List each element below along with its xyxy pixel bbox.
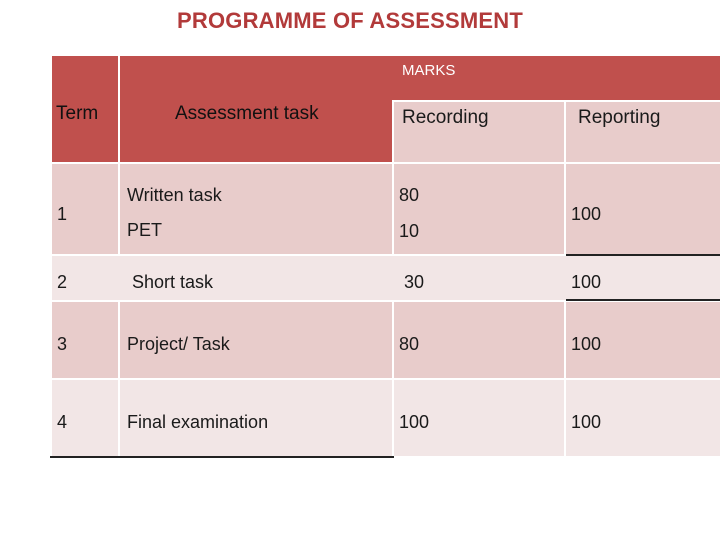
row2-task: Short task bbox=[132, 272, 214, 292]
row2-term: 2 bbox=[57, 272, 68, 292]
table-bottom-line bbox=[50, 456, 394, 458]
recording-header: Recording bbox=[402, 107, 489, 128]
task-header: Assessment task bbox=[175, 103, 319, 124]
term-header: Term bbox=[56, 103, 99, 124]
row1-term: 1 bbox=[57, 204, 68, 224]
row1-reporting: 100 bbox=[571, 204, 602, 224]
row3-task: Project/ Task bbox=[127, 334, 230, 354]
row2-divider bbox=[566, 299, 720, 301]
row1-recording-a: 80 bbox=[399, 185, 420, 205]
row2-reporting: 100 bbox=[571, 272, 602, 292]
row1-recording-cell bbox=[394, 164, 564, 254]
row2-recording: 30 bbox=[404, 272, 425, 292]
row3-term: 3 bbox=[57, 334, 68, 354]
row3-recording: 80 bbox=[399, 334, 420, 354]
row4-task: Final examination bbox=[127, 412, 269, 432]
row1-task-b: PET bbox=[127, 220, 163, 240]
row4-term: 4 bbox=[57, 412, 68, 432]
marks-label: MARKS bbox=[402, 62, 456, 79]
row1-task-a: Written task bbox=[127, 185, 222, 205]
page-title: PROGRAMME OF ASSESSMENT bbox=[176, 8, 524, 33]
row3-recording-cell bbox=[394, 302, 564, 378]
row4-recording: 100 bbox=[399, 412, 430, 432]
row4-reporting: 100 bbox=[571, 412, 602, 432]
row3-reporting: 100 bbox=[571, 334, 602, 354]
row1-recording-b: 10 bbox=[399, 221, 420, 241]
reporting-header: Reporting bbox=[578, 107, 661, 128]
